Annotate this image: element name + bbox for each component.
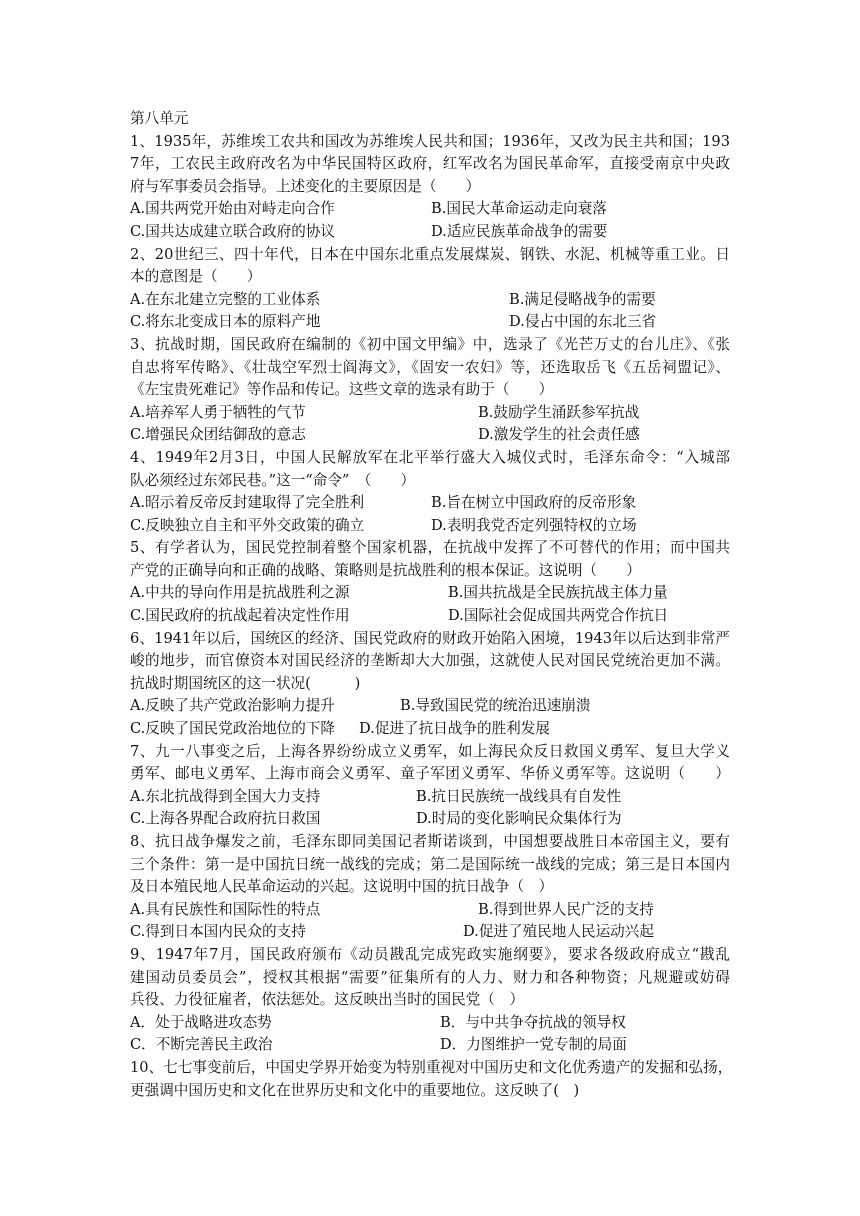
option-row [130, 311, 730, 334]
option-row [130, 605, 730, 628]
option-a: A.昭示着反帝反封建取得了完全胜利 [130, 494, 365, 512]
option-c: C.反映独立自主和平外交政策的确立 [130, 516, 365, 534]
option-c: C.反映了国民党政治地位的下降 [130, 720, 336, 738]
option-d: D.时局的变化影响民众集体行为 [416, 810, 622, 828]
question-3 [130, 334, 730, 447]
question-text-line: 10、七七事变前后，中国史学界开始变为特别重视对中国历史和文化优秀遗产的发掘和弘扬， [130, 1058, 733, 1076]
question-1 [130, 131, 730, 244]
option-b: B.旨在树立中国政府的反帝形象 [431, 494, 637, 512]
option-c: C.国共达成建立联合政府的协议 [130, 222, 336, 240]
question-text-line: 9、1947年7月，国民政府颁布《动员戡乱完成宪政实施纲要》，要求各级政府成立“戡乱 [130, 945, 730, 963]
option-b: B.国共抗战是全民族抗战主体力量 [448, 584, 668, 602]
question-text-line: 队必须经过东郊民巷。”这一“命令” （ ） [130, 471, 416, 489]
option-d: D.表明我党否定列强特权的立场 [431, 516, 637, 534]
question-text-line: 产党的正确导向和正确的战略、策略则是抗战胜利的根本保证。这说明（ ） [130, 561, 641, 579]
question-5 [130, 537, 730, 627]
option-d: D.适应民族革命战争的需要 [431, 222, 608, 240]
question-text-line: 兵役、力役征雇者，依法惩处。这反映出当时的国民党（ ） [130, 991, 525, 1009]
option-a: A.具有民族性和国际性的特点 [130, 900, 321, 918]
question-text-line: 2、20世纪三、四十年代，日本在中国东北重点发展煤炭、钢铁、水泥、机械等重工业。日 [130, 245, 730, 263]
option-a: A.国共两党开始由对峙走向合作 [130, 200, 335, 218]
question-text-line: 更强调中国历史和文化在世界历史和文化中的重要地位。这反映了( ) [130, 1081, 580, 1099]
question-8 [130, 831, 730, 944]
question-text-line: 本的意图是（ ） [130, 268, 262, 286]
question-9 [130, 944, 730, 1057]
option-row [130, 786, 730, 809]
option-d: D.促进了抗日战争的胜利发展 [359, 720, 550, 738]
option-row [130, 1012, 730, 1035]
option-row [130, 582, 730, 605]
question-text-line: 6、1941年以后，国统区的经济、国民党政府的财政开始陷入困境，1943年以后达到非常严 [130, 629, 730, 647]
option-d: D．力图维护一党专制的局面 [440, 1036, 627, 1054]
question-text-line: 建国动员委员会”，授权其根据“需要”征集所有的人力、财力和各种物资；凡规避或妨碍 [130, 968, 730, 986]
question-text-line: 及日本殖民地人民革命运动的兴起。这说明中国的抗日战争（ ） [130, 878, 554, 896]
option-row [130, 718, 730, 741]
option-b: B.满足侵略战争的需要 [509, 290, 656, 308]
option-a: A．处于战略进攻态势 [130, 1013, 272, 1031]
question-text-line: 7年，工农民主政府改名为中华民国特区政府，红军改名为国民革命军，直接受南京中央政 [130, 155, 730, 173]
question-text-line: 1、1935年，苏维埃工农共和国改为苏维埃人民共和国；1936年，又改为民主共和国；193 [130, 132, 730, 150]
option-a: A.中共的导向作用是抗战胜利之源 [130, 584, 350, 602]
option-row [130, 289, 730, 312]
option-c: C.将东北变成日本的原料产地 [130, 313, 321, 331]
option-b: B.鼓励学生涌跃参军抗战 [478, 403, 640, 421]
question-text-line: 7、九一八事变之后，上海各界纷纷成立义勇军，如上海民众反日救国义勇军、复旦大学义 [130, 742, 730, 760]
question-text-line: 4、1949年2月3日，中国人民解放军在北平举行盛大入城仪式时，毛泽东命令：“入城部 [130, 448, 730, 466]
question-text-line: 自忠将军传略》、《壮哉空军烈士阎海文》，《固安一农妇》等，还选取岳飞《五岳祠盟记》、 [130, 358, 730, 376]
question-text-line: 抗战时期国统区的这一状况( ) [130, 674, 361, 692]
question-text-line: 府与军事委员会指导。上述变化的主要原因是（ ） [130, 177, 481, 195]
option-a: A.在东北建立完整的工业体系 [130, 290, 321, 308]
option-c: C.国民政府的抗战起着决定性作用 [130, 607, 350, 625]
question-text-line: 3、抗战时期，国民政府在编制的《初中国文甲编》中，选录了《光芒万丈的台儿庄》、《张 [130, 335, 730, 353]
option-a: A.反映了共产党政治影响力提升 [130, 697, 335, 715]
question-text-line: 《左宝贵死难记》等作品和传记。这些文章的选录有助于（ ） [130, 381, 554, 399]
option-c: C.上海各界配合政府抗日救国 [130, 810, 321, 828]
option-row [130, 402, 730, 425]
option-row [130, 424, 730, 447]
option-d: D.促进了殖民地人民运动兴起 [463, 923, 654, 941]
unit-title: 第八单元 [130, 110, 189, 127]
question-2 [130, 244, 730, 334]
option-c: C.得到日本国内民众的支持 [130, 923, 306, 941]
option-row [130, 695, 730, 718]
option-c: C．不断完善民主政治 [130, 1036, 273, 1054]
option-row [130, 921, 730, 944]
option-a: A.东北抗战得到全国大力支持 [130, 787, 321, 805]
option-d: D.国际社会促成国共两党合作抗日 [448, 607, 669, 625]
option-d: D.激发学生的社会责任感 [478, 426, 640, 444]
option-row [130, 221, 730, 244]
question-text-line: 5、有学者认为，国民党控制着整个国家机器，在抗战中发挥了不可替代的作用；而中国共 [130, 539, 730, 557]
option-b: B.导致国民党的统治迅速崩溃 [400, 697, 591, 715]
question-text-line: 三个条件：第一是中国抗日统一战线的完成；第二是国际统一战线的完成；第三是日本国内 [130, 855, 730, 873]
question-text-line: 8、抗日战争爆发之前，毛泽东即同美国记者斯诺谈到，中国想要战胜日本帝国主义，要有 [130, 833, 730, 850]
option-row [130, 808, 730, 831]
option-row [130, 492, 730, 515]
question-text-line: 勇军、邮电义勇军、上海市商会义勇军、童子军团义勇军、华侨义勇军等。这说明（ ） [130, 765, 730, 783]
question-text-line: 峻的地步，而官僚资本对国民经济的垄断却大大加强，这就使人民对国民党统治更加不满。 [130, 652, 730, 670]
option-b: B.得到世界人民广泛的支持 [478, 900, 654, 918]
option-row [130, 899, 730, 922]
option-b: B．与中共争夺抗战的领导权 [440, 1013, 626, 1031]
document-content [130, 108, 733, 1102]
option-a: A.培养军人勇于牺牲的气节 [130, 403, 306, 421]
option-row [130, 198, 730, 221]
option-d: D.侵占中国的东北三省 [509, 313, 657, 331]
question-6 [130, 628, 730, 741]
option-b: B.国民大革命运动走向衰落 [431, 200, 607, 218]
option-b: B.抗日民族统一战线具有自发性 [416, 787, 622, 805]
option-c: C.增强民众团结御敌的意志 [130, 426, 306, 444]
option-row [130, 515, 730, 538]
question-10 [130, 1057, 733, 1102]
question-4 [130, 447, 730, 537]
option-row [130, 1034, 730, 1057]
question-7 [130, 741, 730, 831]
